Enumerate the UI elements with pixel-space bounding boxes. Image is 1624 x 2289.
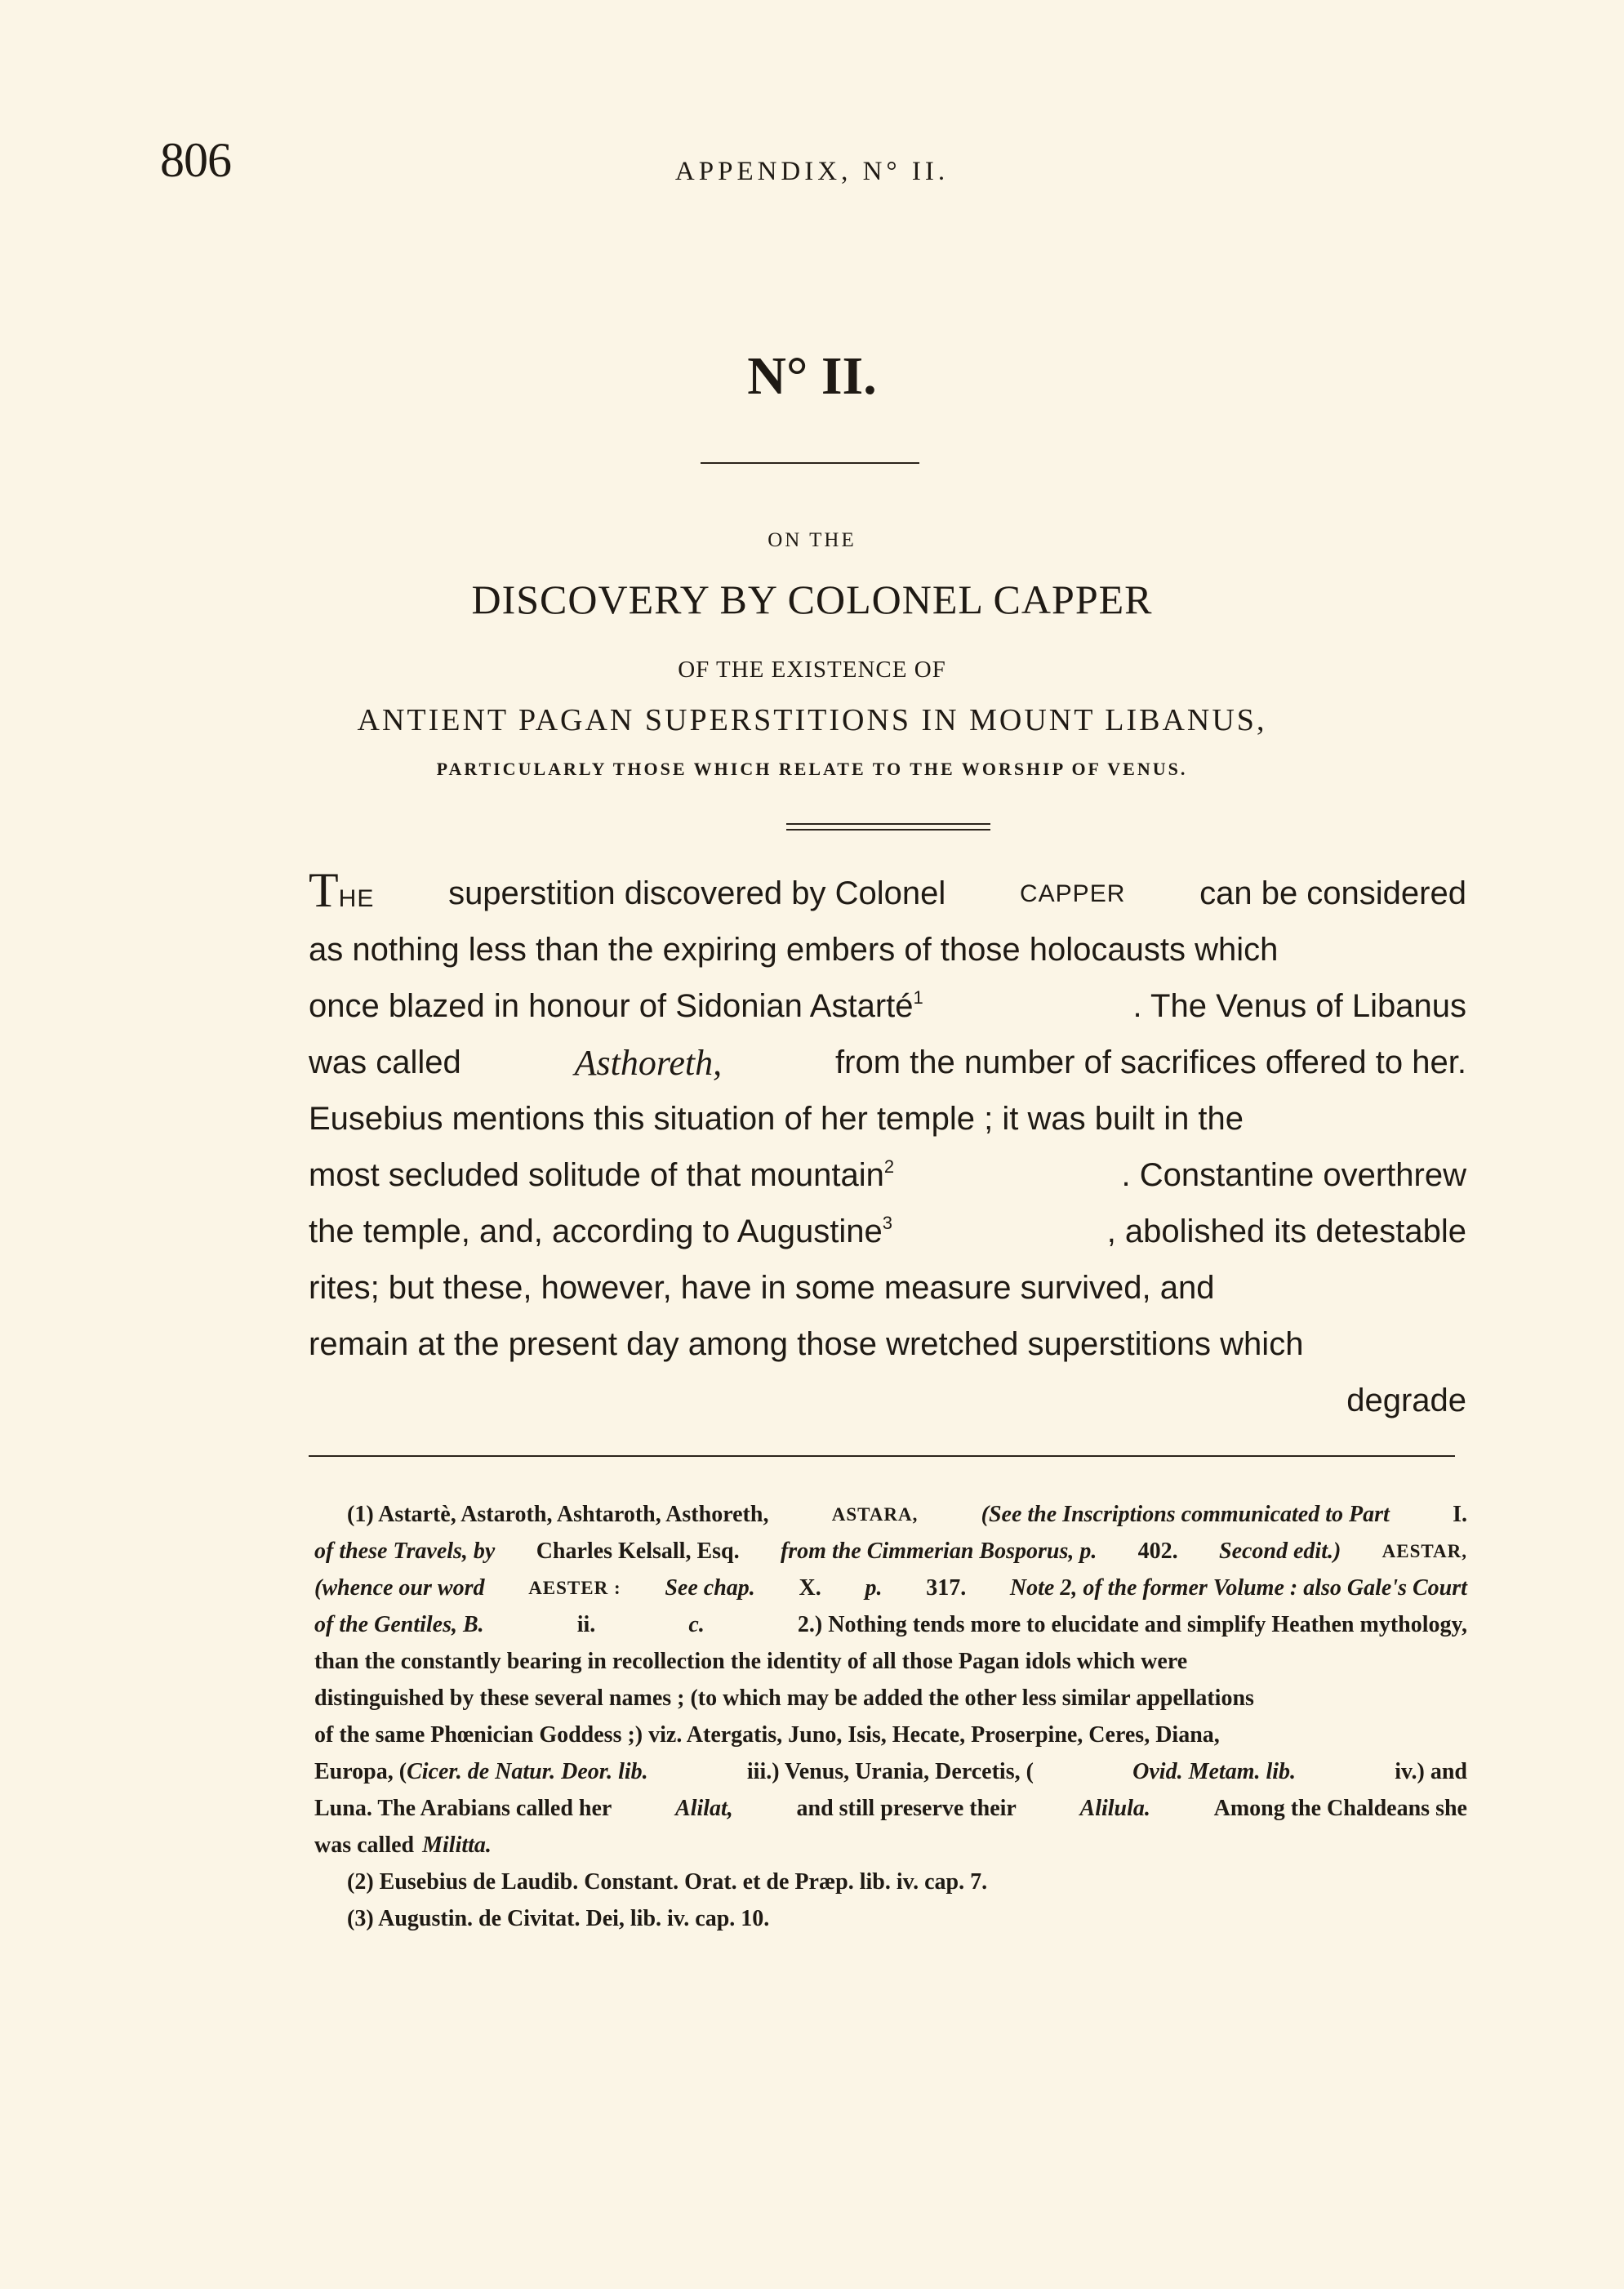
body-line-6-a: most secluded solitude of that mountain$^2$	[309, 1156, 895, 1193]
footnote-text: Europa, (Cicer. de Natur. Deor. lib.	[314, 1759, 648, 1784]
body-line-7-b: , abolished its detestable	[1106, 1214, 1466, 1249]
body-line-4-b: from the number of sacrifices offered to her.	[835, 1044, 1466, 1080]
title-main: DISCOVERY BY COLONEL CAPPER	[471, 577, 1153, 622]
footnote-2	[314, 1864, 1467, 1900]
running-head: APPENDIX, N° II.	[674, 157, 950, 186]
body-line	[309, 922, 1466, 978]
title-of-existence: OF THE EXISTENCE OF	[678, 657, 946, 683]
footnote-text: was called	[314, 1833, 415, 1858]
body-line-8: rites; but these, however, have in some measure survived, and	[309, 1270, 1215, 1306]
footnote-text: Luna. The Arabians called her	[314, 1796, 612, 1821]
body-line-4-a: was called	[309, 1044, 461, 1080]
footnote-text: than the constantly bearing in recollection the identity of all those Pagan idols which were	[314, 1649, 1188, 1674]
body-text	[309, 863, 1466, 1429]
footnote-text: of the same Phœnician Goddess ;) viz. Atergatis, Juno, Isis, Hecate, Proserpine, Ceres, Diana,	[314, 1722, 1220, 1748]
footnote-text: from the Cimmerian Bosporus, p.	[780, 1539, 1097, 1564]
footnote-text: See chap.	[665, 1575, 755, 1601]
footnote-1-line-4	[314, 1606, 1467, 1643]
body-line-1-a: superstition discovered by Colonel	[448, 875, 946, 911]
body-line	[309, 1260, 1466, 1316]
footnote-text: ii.	[576, 1612, 596, 1637]
body-line	[309, 1316, 1466, 1373]
footnote-1-line-10	[314, 1827, 1467, 1864]
footnote-text: p.	[865, 1575, 883, 1601]
footnote-text: 317.	[926, 1575, 967, 1601]
footnote-text: Among the Chaldeans she	[1213, 1796, 1467, 1821]
body-line-1-b: can be considered	[1199, 875, 1466, 911]
appendix-number-title: N° II.	[747, 346, 877, 406]
footnotes	[314, 1496, 1467, 1937]
body-line-3-a: once blazed in honour of Sidonian Astarté$^1$	[309, 987, 923, 1024]
footnote-text: (1) Astartè, Astaroth, Ashtaroth, Asthoreth,	[347, 1502, 769, 1527]
footnote-text: (See the Inscriptions communicated to Part	[981, 1502, 1390, 1527]
page-number: 806	[160, 133, 231, 187]
footnote-text: iii.) Venus, Urania, Dercetis, (	[746, 1759, 1034, 1784]
footnote-text: (whence our word	[314, 1575, 485, 1601]
footnote-text: Militta.	[422, 1833, 492, 1858]
footnote-1-line-3	[314, 1570, 1467, 1606]
body-line	[309, 1204, 1466, 1260]
footnote-rule	[309, 1455, 1455, 1457]
footnote-1-line-8	[314, 1753, 1467, 1790]
title-pagan: ANTIENT PAGAN SUPERSTITIONS IN MOUNT LIBANUS,	[357, 703, 1267, 737]
body-line	[309, 863, 1466, 922]
footnote-text: 2.) Nothing tends more to elucidate and simplify Heathen mythology,	[797, 1612, 1467, 1637]
body-line-2: as nothing less than the expiring embers of those holocausts which	[309, 932, 1279, 968]
catchword: degrade	[1346, 1383, 1466, 1418]
footnote-text: Note 2, of the former Volume : also Gale's Court	[1009, 1575, 1467, 1601]
catchword-line	[309, 1373, 1466, 1429]
footnote-1-line-6	[314, 1680, 1467, 1717]
body-line	[309, 1147, 1466, 1204]
footnote-text: and still preserve their	[796, 1796, 1017, 1821]
body-line-1-start: THE	[309, 863, 375, 917]
footnote-text: of the Gentiles, B.	[314, 1612, 484, 1637]
footnote-text: (3) Augustin. de Civitat. Dei, lib. iv. cap. 10.	[347, 1906, 770, 1931]
footnote-1-line-2	[314, 1533, 1467, 1570]
body-line-5: Eusebius mentions this situation of her temple ; it was built in the	[309, 1101, 1244, 1137]
body-line-1-capper: CAPPER	[1020, 880, 1126, 907]
footnote-text: Ovid. Metam. lib.	[1132, 1759, 1297, 1784]
body-line	[309, 1035, 1466, 1091]
footnote-text: (2) Eusebius de Laudib. Constant. Orat. et de Præp. lib. iv. cap. 7.	[347, 1869, 988, 1895]
footnote-text: of these Travels, by	[314, 1539, 496, 1564]
title-on-the: ON THE	[768, 529, 856, 551]
footnote-text: X.	[799, 1575, 821, 1601]
body-line-4-italic: Asthoreth,	[574, 1043, 723, 1083]
footnote-text: AESTER :	[528, 1578, 621, 1598]
body-line-9: remain at the present day among those wretched superstitions which	[309, 1326, 1304, 1362]
title-particularly: PARTICULARLY THOSE WHICH RELATE TO THE WORSHIP OF VENUS.	[436, 759, 1188, 779]
footnote-text: I.	[1453, 1502, 1467, 1527]
footnote-text: ASTARA,	[831, 1504, 919, 1525]
footnote-1-line-9	[314, 1790, 1467, 1827]
body-line-6-b: . Constantine overthrew	[1121, 1157, 1466, 1193]
footnote-1-line-5	[314, 1643, 1467, 1680]
footnote-text: distinguished by these several names ; (to which may be added the other less similar appellations	[314, 1686, 1254, 1711]
footnote-text: c.	[688, 1612, 705, 1637]
double-rule	[786, 823, 990, 831]
footnote-text: Alilula.	[1079, 1796, 1150, 1821]
footnote-1-line-1	[314, 1496, 1467, 1533]
footnote-text: Second edit.)	[1219, 1539, 1341, 1564]
footnote-text: 402.	[1137, 1539, 1178, 1564]
body-line	[309, 1091, 1466, 1147]
footnote-text: iv.) and	[1395, 1759, 1467, 1784]
body-line	[309, 978, 1466, 1035]
title-rule	[701, 462, 919, 464]
body-line-3-b: . The Venus of Libanus	[1132, 988, 1466, 1024]
footnote-text: Charles Kelsall, Esq.	[536, 1539, 740, 1564]
footnote-text: Alilat,	[675, 1796, 733, 1821]
body-line-7-a: the temple, and, according to Augustine$^3$	[309, 1213, 892, 1249]
footnote-1-line-7	[314, 1717, 1467, 1753]
footnote-3	[314, 1900, 1467, 1937]
footnote-text: AESTAR,	[1382, 1541, 1467, 1561]
